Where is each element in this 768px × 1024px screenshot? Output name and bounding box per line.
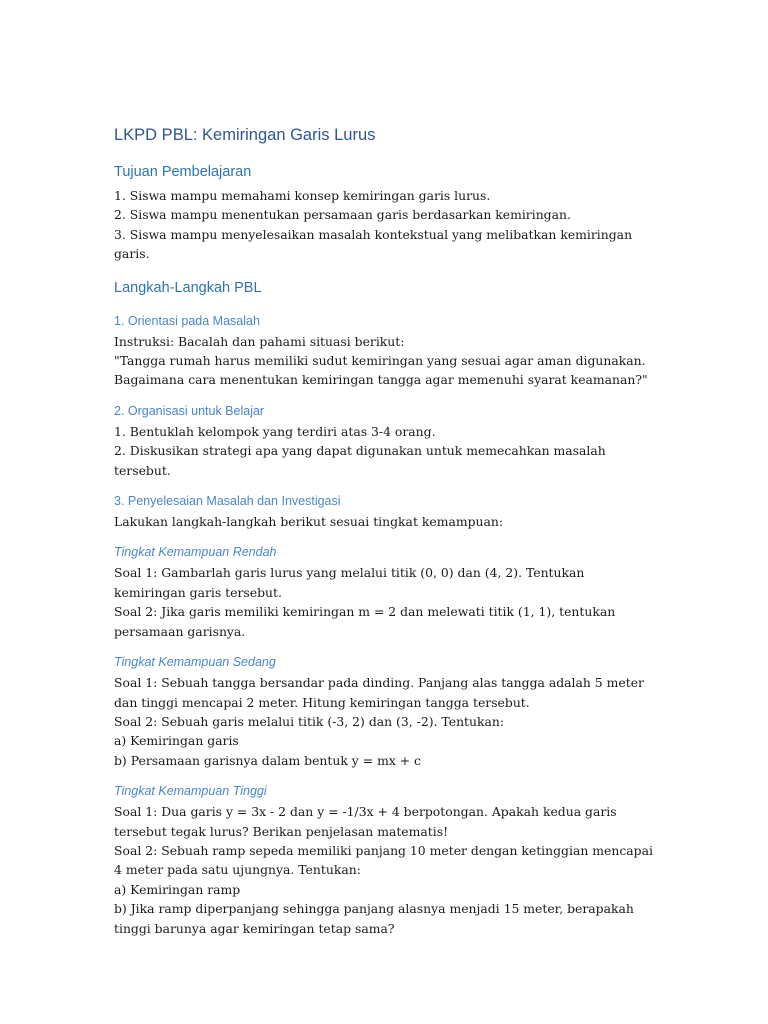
rendah-line: Soal 1: Gambarlah garis lurus yang melalui titik (0, 0) dan (4, 2). Tentukan kemiringan garis tersebut. (114, 565, 585, 600)
subheading-penyelesaian: 3. Penyelesaian Masalah dan Investigasi (114, 494, 341, 509)
tujuan-item: 2. Siswa mampu menentukan persamaan garis berdasarkan kemiringan. (114, 207, 571, 223)
tujuan-item: 3. Siswa mampu menyelesaikan masalah kontekstual yang melibatkan kemiringan garis. (114, 226, 633, 262)
organisasi-line: 2. Diskusikan strategi apa yang dapat digunakan untuk memecahkan masalah tersebut. (114, 443, 606, 478)
section-heading-tujuan: Tujuan Pembelajaran (114, 164, 252, 180)
penyelesaian-intro: Lakukan langkah-langkah berikut sesuai tingkat kemampuan: (114, 514, 504, 530)
sedang-line: b) Persamaan garisnya dalam bentuk y = mx + c (114, 752, 422, 768)
orientasi-line: "Tangga rumah harus memiliki sudut kemiringan yang sesuai agar aman digunakan. Bagaimana cara menentukan kemiringan tangga agar memenuhi syarat keamanan?" (114, 353, 648, 388)
tinggi-line: b) Jika ramp diperpanjang sehingga panjang alasnya menjadi 15 meter, berapakah tinggi barunya agar kemiringan tetap sama? (114, 901, 634, 936)
document-title: LKPD PBL: Kemiringan Garis Lurus (114, 126, 376, 144)
tujuan-item: 1. Siswa mampu memahami konsep kemiringan garis lurus. (114, 188, 491, 203)
sedang-line: a) Kemiringan garis (114, 733, 239, 749)
sedang-line: Soal 2: Sebuah garis melalui titik (-3, 2) dan (3, -2). Tentukan: (114, 713, 505, 729)
tinggi-line: a) Kemiringan ramp (114, 881, 241, 897)
subheading-organisasi: 2. Organisasi untuk Belajar (114, 403, 265, 418)
tinggi-line: Soal 1: Dua garis y = 3x - 2 dan y = -1/3x + 4 berpotongan. Apakah kedua garis tersebut tegak lurus? Berikan penjelasan matematis! (114, 804, 617, 839)
document-content (114, 124, 654, 938)
tinggi-line: Soal 2: Sebuah ramp sepeda memiliki panjang 10 meter dengan ketinggian mencapai 4 meter pada satu ujungnya. Tentukan: (114, 842, 653, 878)
sedang-line: Soal 1: Sebuah tangga bersandar pada dinding. Panjang alas tangga adalah 5 meter dan tinggi mencapai 2 meter. Hitung kemiringan tangga tersebut. (114, 675, 644, 710)
rendah-line: Soal 2: Jika garis memiliki kemiringan m = 2 dan melewati titik (1, 1), tentukan persamaan garisnya. (114, 604, 616, 639)
subheading-rendah: Tingkat Kemampuan Rendah (114, 545, 277, 560)
subheading-orientasi: 1. Orientasi pada Masalah (114, 313, 260, 328)
subheading-sedang: Tingkat Kemampuan Sedang (114, 655, 276, 670)
section-heading-langkah: Langkah-Langkah PBL (114, 279, 262, 296)
organisasi-line: 1. Bentuklah kelompok yang terdiri atas 3-4 orang. (114, 423, 436, 439)
subheading-tinggi: Tingkat Kemampuan Tinggi (114, 784, 267, 799)
orientasi-line: Instruksi: Bacalah dan pahami situasi berikut: (114, 333, 405, 349)
